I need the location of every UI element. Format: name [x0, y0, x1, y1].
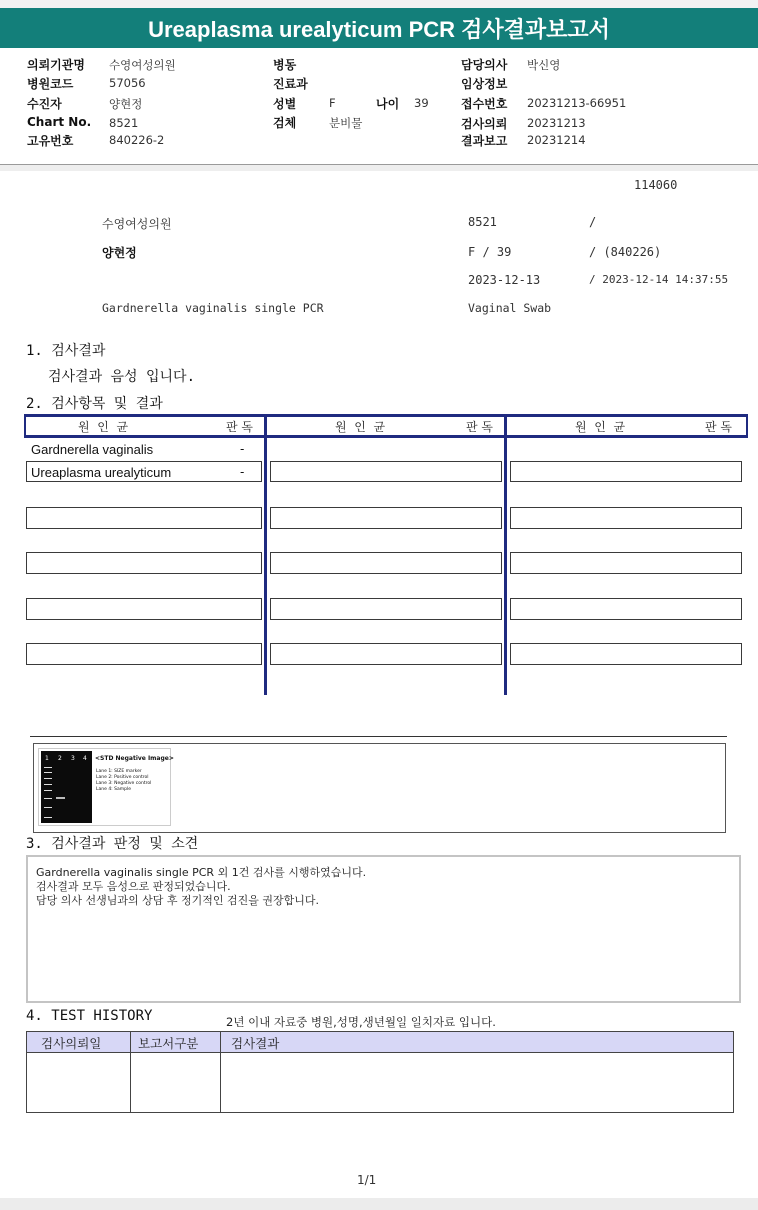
unique-no-value: 840226-2	[109, 133, 165, 147]
comment-line: 검사결과 모두 음성으로 판정되었습니다.	[36, 880, 231, 893]
history-table-header	[27, 1032, 733, 1053]
age-value: 39	[414, 96, 429, 110]
table-col-divider-1	[264, 414, 267, 695]
summary-birth: / (840226)	[589, 245, 662, 259]
summary-specimen: Vaginal Swab	[468, 301, 552, 315]
summary-slash: /	[589, 215, 597, 229]
gel-lane-number: 2	[58, 755, 62, 762]
history-col-divider	[130, 1031, 131, 1113]
result-cell	[510, 643, 742, 665]
pathogen-result: -	[240, 442, 245, 456]
section1-heading: 1. 검사결과	[26, 343, 106, 359]
gel-band	[44, 778, 52, 779]
result-cell	[270, 507, 502, 529]
history-col-result: 검사결과	[231, 1036, 280, 1051]
gel-legend-item: Lane 3: Negative control	[96, 781, 152, 786]
specimen-value: 분비물	[329, 116, 363, 130]
comment-line: Gardnerella vaginalis single PCR 외 1건 검사를 시행하였습니다.	[36, 866, 367, 879]
result-cell	[510, 507, 742, 529]
footer-gray-strip	[0, 1198, 758, 1210]
section2-heading: 2. 검사항목 및 결과	[26, 396, 163, 412]
receipt-no-label: 접수번호	[461, 97, 508, 111]
summary-request-date: 2023-12-13	[468, 273, 541, 287]
age-label: 나이	[376, 97, 400, 111]
result-cell	[510, 461, 742, 482]
result-cell	[26, 507, 262, 529]
gel-lane-number: 4	[83, 755, 87, 762]
col-header-verdict-3: 판 독	[705, 420, 732, 434]
table-header-rule	[24, 435, 748, 438]
summary-report-datetime: / 2023-12-14 14:37:55	[589, 273, 729, 286]
patient-label: 수진자	[27, 97, 62, 111]
hospital-code-label: 병원코드	[27, 77, 74, 91]
header-gray-strip	[0, 165, 758, 171]
gel-band	[44, 790, 52, 791]
summary-test-name: Gardnerella vaginalis single PCR	[102, 301, 324, 315]
result-cell	[270, 461, 502, 482]
chart-label: Chart No.	[27, 115, 92, 129]
receipt-no-value: 20231213-66951	[527, 96, 627, 110]
hospital-code-value: 57056	[109, 76, 146, 90]
summary-institution: 수영여성의원	[102, 217, 172, 231]
top-gray-bar	[0, 0, 758, 8]
table-right-edge	[746, 414, 748, 438]
request-value: 20231213	[527, 116, 586, 130]
section1-result-text: 검사결과 음성 입니다.	[48, 369, 196, 385]
gel-legend-item: Lane 1: SIZE marker	[96, 769, 142, 774]
gel-band	[44, 767, 52, 768]
gel-title: <STD Negative Image>	[95, 755, 174, 762]
gel-band	[44, 807, 52, 808]
history-col-report-type: 보고서구분	[138, 1036, 199, 1051]
gel-band	[44, 817, 52, 818]
result-cell	[26, 552, 262, 574]
col-header-pathogen-2: 원 인 균	[335, 420, 386, 434]
pathogen-result: -	[240, 465, 245, 479]
report-title: Ureaplasma urealyticum PCR 검사결과보고서	[0, 8, 758, 48]
table-col-divider-2	[504, 414, 507, 695]
section4-heading: 4. TEST HISTORY	[26, 1008, 153, 1024]
table-left-edge	[24, 414, 26, 438]
comment-line: 담당 의사 선생님과의 상담 후 정기적인 검진을 권장합니다.	[36, 894, 319, 907]
gel-image	[38, 748, 174, 826]
institution-label: 의뢰기관명	[27, 58, 85, 72]
doctor-label: 담당의사	[461, 58, 508, 72]
history-table	[26, 1031, 734, 1113]
result-cell	[270, 598, 502, 620]
result-report-label: 결과보고	[461, 134, 508, 148]
gel-lane-number: 3	[71, 755, 75, 762]
result-cell	[26, 643, 262, 665]
col-header-verdict-2: 판 독	[466, 420, 493, 434]
sex-value: F	[329, 96, 336, 110]
result-cell	[270, 552, 502, 574]
col-header-verdict-1: 판 독	[226, 420, 253, 434]
result-report-value: 20231214	[527, 133, 586, 147]
ward-label: 병동	[273, 58, 297, 72]
institution-value: 수영여성의원	[109, 58, 176, 72]
history-col-request-date: 검사의뢰일	[41, 1036, 102, 1051]
result-cell	[26, 598, 262, 620]
summary-patient: 양현정	[102, 246, 137, 260]
pathogen-name: Ureaplasma urealyticum	[31, 465, 172, 480]
summary-chart-no: 8521	[468, 215, 497, 229]
gel-lanes	[41, 751, 92, 823]
page-number: 1/1	[357, 1173, 377, 1187]
unique-no-label: 고유번호	[27, 134, 74, 148]
history-col-divider	[220, 1031, 221, 1113]
patient-value: 양현정	[109, 97, 143, 111]
col-header-pathogen-1: 원 인 균	[78, 420, 129, 434]
specimen-label: 검체	[273, 116, 297, 130]
gel-band	[44, 772, 52, 773]
col-header-pathogen-3: 원 인 균	[575, 420, 626, 434]
gel-band	[44, 784, 52, 785]
history-note: 2년 이내 자료중 병원,성명,생년월일 일치자료 입니다.	[226, 1015, 496, 1029]
table-top-rule	[24, 414, 748, 417]
dept-label: 진료과	[273, 77, 308, 91]
summary-sex-age: F / 39	[468, 245, 512, 259]
chart-value: 8521	[109, 116, 139, 130]
gel-lane-number: 1	[45, 755, 49, 762]
gel-legend-item: Lane 4: Sample	[96, 787, 131, 792]
pathogen-name: Gardnerella vaginalis	[31, 442, 154, 457]
result-cell	[510, 552, 742, 574]
doctor-value: 박신영	[527, 58, 561, 72]
gel-top-rule	[30, 736, 727, 737]
request-label: 검사의뢰	[461, 117, 508, 131]
sex-label: 성별	[273, 97, 297, 111]
gel-band	[56, 797, 65, 799]
gel-band	[44, 798, 52, 799]
gel-legend-item: Lane 2: Positive control	[96, 775, 149, 780]
result-cell	[270, 643, 502, 665]
report-code: 114060	[634, 178, 678, 192]
section3-heading: 3. 검사결과 판정 및 소견	[26, 836, 199, 852]
result-cell	[510, 598, 742, 620]
clinical-info-label: 임상정보	[461, 77, 508, 91]
